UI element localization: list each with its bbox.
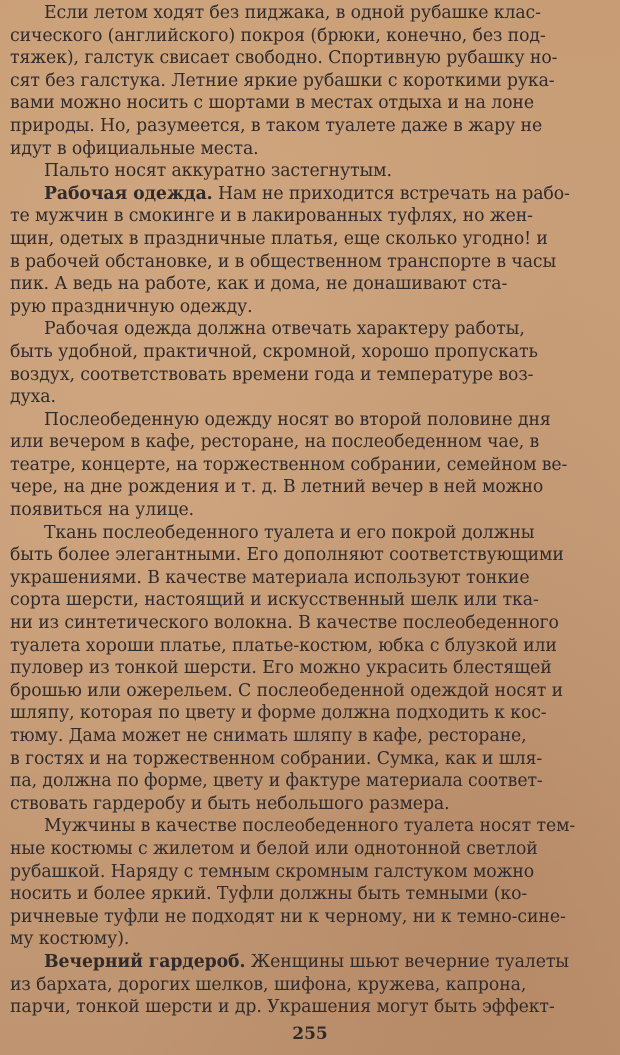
paragraph-afternoon-wear [10,409,614,522]
text-line: вами можно носить с шортами в местах отдыха и на лоне [10,93,534,114]
text-line: Ткань послеобеденного туалета и его покрой должны [44,522,535,543]
text-line: ные костюмы с жилетом и белой или однотонной светлой [10,838,538,859]
text-line: носить и более яркий. Туфли должны быть темными (ко- [10,884,528,905]
text-line: или вечером в кафе, ресторане, на послеобеденном чае, в [10,432,540,453]
text-line: быть более элегантными. Его дополняют соответствующими [10,545,564,566]
text-line: рубашкой. Наряду с темным скромным галстуком можно [10,861,535,882]
text-line: сорта шерсти, настоящий и искусственный шелк или тка- [10,590,539,611]
section-heading-evening: Вечерний гардероб. [44,951,246,972]
text-line: те мужчин в смокинге и в лакированных туфлях, но жен- [10,206,533,227]
section-heading-work: Рабочая одежда. [44,183,213,204]
text-line: тяжек), галстук свисает свободно. Спортивную рубашку но- [10,48,558,69]
text-line: ричневые туфли не подходят ни к черному, ни к темно-сине- [10,906,566,927]
text-line: театре, концерте, на торжественном собрании, семейном ве- [10,454,568,475]
paragraph-work-requirements [10,318,614,408]
text-line: сят без галстука. Летние яркие рубашки с короткими рука- [10,70,555,91]
text-line-with-heading [10,183,614,206]
text-line: щин, одетых в праздничные платья, еще сколько угодно! и [10,228,548,249]
text-line: духа. [10,387,56,408]
text-line: ствовать гардеробу и быть небольшого размера. [10,793,450,814]
paragraph-summer-shirts [10,2,614,160]
text-line: в гостях и на торжественном собрании. Сумка, как и шля- [10,748,543,769]
text-line: природы. Но, разумеется, в таком туалете даже в жару не [10,115,543,136]
page-number: 255 [292,1024,328,1044]
paragraph-evening-wardrobe [10,951,614,1019]
text-line: пик. А ведь на работе, как и дома, не донашивают ста- [10,274,508,295]
text-line: му костюму). [10,929,130,950]
text-line: шляпу, которая по цвету и форме должна подходить к кос- [10,703,547,724]
text-line: рую праздничную одежду. [10,296,253,317]
text-line: идут в официальные места. [10,138,259,159]
text-line: Пальто носят аккуратно застегнутым. [44,161,392,182]
text-line: украшениями. В качестве материала используют тонкие [10,567,530,588]
text-line: из бархата, дорогих шелков, шифона, кружева, капрона, [10,974,527,995]
text-line: чере, на дне рождения и т. д. В летний вечер в ней можно [10,477,544,498]
text-line-rest: Женщины шьют вечерние туалеты [245,951,569,972]
paragraph-coat [10,160,614,183]
text-line: ни из синтетического волокна. В качестве послеобеденного [10,613,559,634]
text-line: па, должна по форме, цвету и фактуре материала соответ- [10,771,543,792]
text-line: Если летом ходят без пиджака, в одной рубашке клас- [44,3,541,23]
text-line: в рабочей обстановке, и в общественном транспорте в часы [10,251,557,272]
text-line-rest: Нам не приходится встречать на рабо- [212,183,570,204]
text-line: быть удобной, практичной, скромной, хорошо пропускать [10,341,538,362]
text-line: пуловер из тонкой шерсти. Его можно украсить блестящей [10,658,552,679]
text-line: Послеобеденную одежду носят во второй половине дня [44,409,551,430]
paragraph-men-afternoon [10,815,614,951]
paragraph-work-clothes [10,183,614,319]
text-line: появиться на улице. [10,500,195,521]
page-body-text [10,2,614,1019]
paragraph-afternoon-fabric [10,522,614,816]
text-line: тюму. Дама может не снимать шляпу в кафе, ресторане, [10,726,527,746]
text-line-with-heading [10,951,614,974]
book-page [10,2,614,1047]
text-line: парчи, тонкой шерсти и др. Украшения могут быть эффект- [10,997,555,1018]
text-line: воздух, соответствовать времени года и температуре воз- [10,364,534,385]
text-line: брошью или ожерельем. С послеобеденной одеждой носят и [10,680,564,701]
text-line: Рабочая одежда должна отвечать характеру работы, [44,319,525,340]
text-line: сического (английского) покроя (брюки, конечно, без под- [10,25,546,46]
text-line: Мужчины в качестве послеобеденного туалета носят тем- [44,816,576,837]
text-line: туалета хороши платье, платье-костюм, юбка с блузкой или [10,635,557,656]
